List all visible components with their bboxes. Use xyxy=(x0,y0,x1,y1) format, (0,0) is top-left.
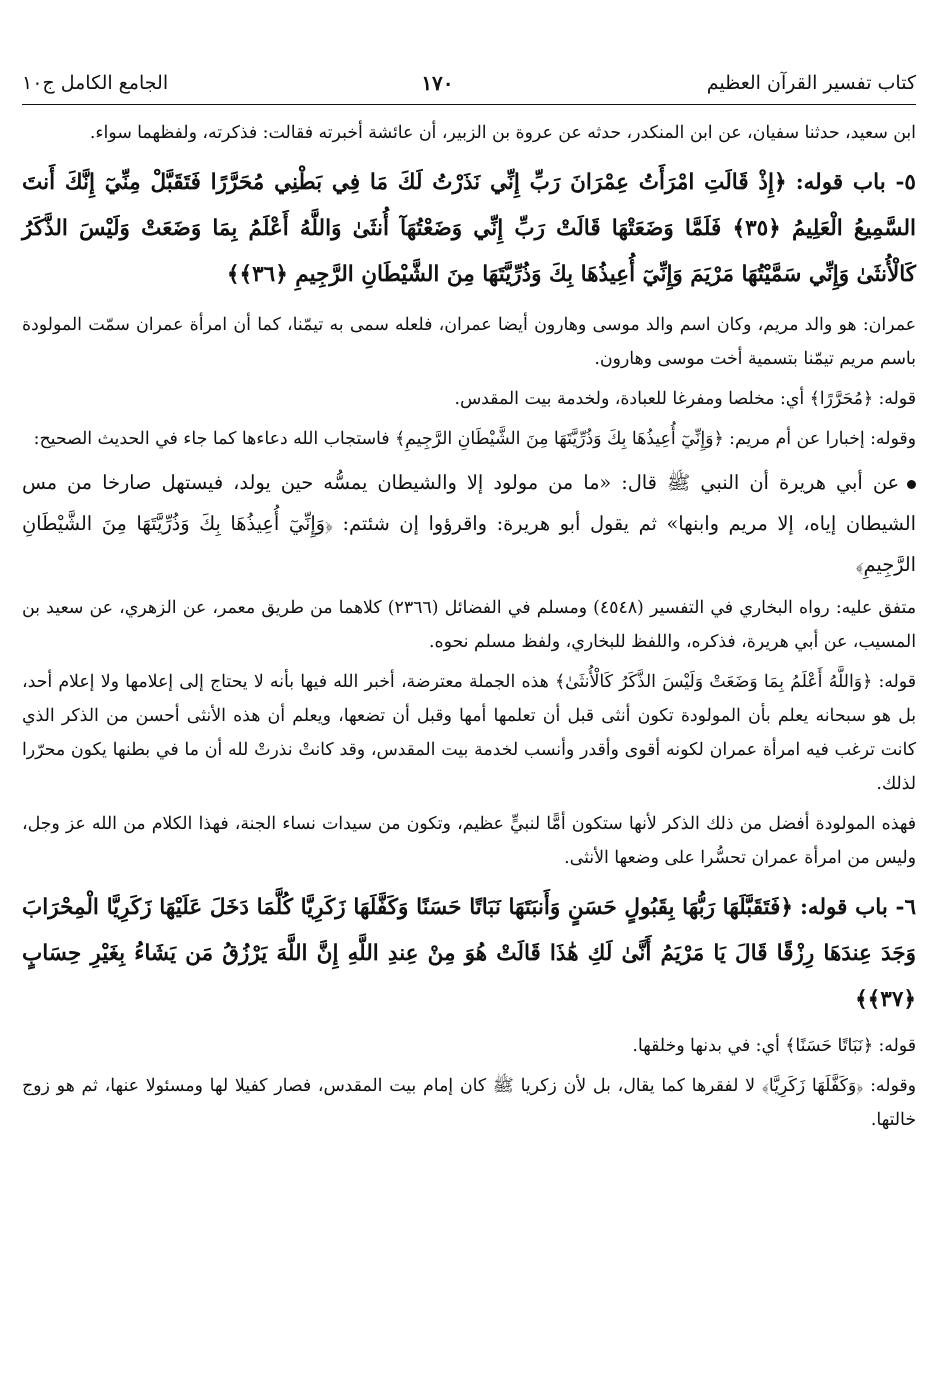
book-title: كتاب تفسير القرآن العظيم xyxy=(706,72,916,94)
paragraph: وقوله: ﴿وَكَفَّلَهَا زَكَرِيَّا﴾ لا لفقرها كما يقال، بل لأن زكريا ﷺ كان إمام بيت المقدس، فصار كفيلا لها ومسئولا عنها، ثم هو زوج خالتها. xyxy=(22,1076,916,1130)
paragraph: ابن سعيد، حدثنا سفيان، عن ابن المنكدر، حدثه عن عروة بن الزبير، أن عائشة أخبرته فقالت: فذكرته، ولفظهما سواء. xyxy=(89,123,916,143)
chapter-heading: ٥- باب قوله: xyxy=(795,170,916,195)
paragraph: عمران: هو والد مريم، وكان اسم والد موسى وهارون أيضا عمران، فلعله سمى به تيمّنا، كما أن امرأة عمران سمّت المولودة باسم مريم تيمّنا بتسمية أخت موسى وهارون. xyxy=(22,315,916,369)
hadith-text: عن أبي هريرة أن النبي ﷺ قال: «ما من مولود إلا والشيطان يمسُّه حين يولد، فيستهل صارخا من مس الشيطان إياه، إلا مريم وابنها» ثم يقول أبو هريرة: واقرؤوا إن شئتم: ﴿وَإِنِّيٓ أُعِيذُهَا بِكَ وَذُرِّيَّتَهَا مِنَ الشَّيْطَانِ الرَّجِيمِ﴾ xyxy=(22,471,916,576)
bullet-icon xyxy=(907,480,916,489)
collection-title: الجامع الكامل ج١٠ xyxy=(22,72,169,94)
running-header xyxy=(22,62,916,105)
page-number: ١٧٠ xyxy=(421,71,454,95)
chapter-heading: ٦- باب قوله: xyxy=(800,895,916,920)
paragraph: قوله: ﴿مُحَرَّرًا﴾ أي: مخلصا ومفرغا للعبادة، ولخدمة بيت المقدس. xyxy=(454,389,916,409)
quran-verse: ﴿فَتَقَبَّلَهَا رَبُّهَا بِقَبُولٍ حَسَنٍ وَأَنبَتَهَا نَبَاتًا حَسَنًا وَكَفَّلَهَا زَكَرِيَّا كُلَّمَا دَخَلَ عَلَيْهَا زَكَرِيَّا الْمِحْرَابَ وَجَدَ عِندَهَا رِزْقًا قَالَ يَا مَرْيَمُ أَنَّىٰ لَكِ هَٰذَا قَالَتْ هُوَ مِنْ عِندِ اللَّهِ إِنَّ اللَّهَ يَرْزُقُ مَن يَشَاءُ بِغَيْرِ حِسَابٍ ﴿٣٧﴾﴾ xyxy=(22,895,916,1012)
takhrij-paragraph: متفق عليه: رواه البخاري في التفسير (٤٥٤٨) ومسلم في الفضائل (٢٣٦٦) كلاهما من طريق معمر، عن الزهري، عن سعيد بن المسيب، عن أبي هريرة، فذكره، واللفظ للبخاري، ولفظ مسلم نحوه. xyxy=(22,598,916,652)
paragraph: قوله: ﴿نَبَاتًا حَسَنًا﴾ أي: في بدنها وخلقها. xyxy=(632,1036,916,1056)
quran-verse: ﴿إِذْ قَالَتِ امْرَأَتُ عِمْرَانَ رَبِّ إِنِّي نَذَرْتُ لَكَ مَا فِي بَطْنِي مُحَرَّرًا فَتَقَبَّلْ مِنِّيٓ إِنَّكَ أَنتَ السَّمِيعُ الْعَلِيمُ ﴿٣٥﴾ فَلَمَّا وَضَعَتْهَا قَالَتْ رَبِّ إِنِّي وَضَعْتُهَآ أُنثَىٰ وَاللَّهُ أَعْلَمُ بِمَا وَضَعَتْ وَلَيْسَ الذَّكَرُ كَالْأُنثَىٰ وَإِنِّي سَمَّيْتُهَا مَرْيَمَ وَإِنِّيٓ أُعِيذُهَا بِكَ وَذُرِّيَّتَهَا مِنَ الشَّيْطَانِ الرَّجِيمِ ﴿٣٦﴾﴾ xyxy=(22,170,916,287)
paragraph: وقوله: إخبارا عن أم مريم: ﴿وَإِنِّيٓ أُعِيذُهَا بِكَ وَذُرِّيَّتَهَا مِنَ الشَّيْطَانِ الرَّجِيمِ﴾ فاستجاب الله دعاءها كما جاء في الحديث الصحيح: xyxy=(33,429,916,449)
paragraph: قوله: ﴿وَاللَّهُ أَعْلَمُ بِمَا وَضَعَتْ وَلَيْسَ الذَّكَرُ كَالْأُنثَىٰ﴾ هذه الجملة معترضة، أخبر الله فيها بأنه لا يحتاج إلى إعلامها ولا إعلام أحد، بل هو سبحانه يعلم بأن المولودة تكون أنثى قبل أن تعلمها أمها وقبل أن تضعها، ويعلم أن هذه الأنثى أحسن من الذكر الذي كانت ترغب فيه امرأة عمران لكونه أقوى وأقدر وأنسب لخدمة بيت المقدس، وقد كانتْ نذرتْ لله أن ما في بطنها يكون محرّرا لذلك. xyxy=(22,672,916,794)
chapter-block-5 xyxy=(22,160,916,298)
chapter-block-6 xyxy=(22,885,916,1023)
hadith-block xyxy=(22,462,916,585)
paragraph: فهذه المولودة أفضل من ذلك الذكر لأنها ستكون أمًّا لنبيٍّ عظيم، وتكون من سيدات نساء الجنة، فهذا الكلام من الله عز وجل، وليس من امرأة عمران تحسُّرا على وضعها الأنثى. xyxy=(22,814,916,868)
page-body xyxy=(22,116,916,1137)
